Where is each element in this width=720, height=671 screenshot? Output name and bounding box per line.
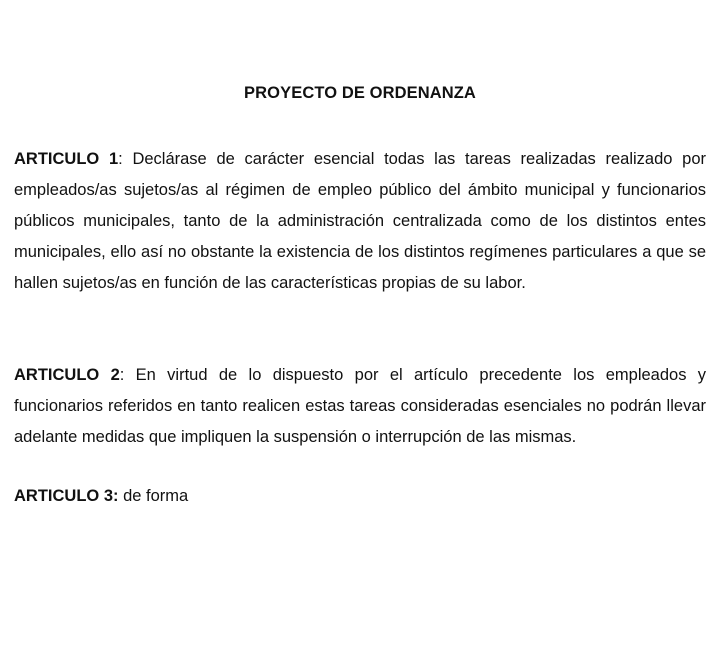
document-title: PROYECTO DE ORDENANZA	[244, 84, 476, 102]
article-1-text: Declárase de carácter esencial todas las tareas realizadas realizado por empleados/as sujetos/as al régimen de empleo público del ámbito municipal y funcionarios públicos municipales, tanto de la administración centralizada como de los distintos entes municipales, ello así no obstante la existencia de los distintos regímenes particulares a que se hallen sujetos/as en función de las características propias de su labor.	[14, 150, 707, 292]
article-1	[14, 144, 706, 299]
article-2	[14, 360, 706, 453]
article-2-text: En virtud de lo dispuesto por el artículo precedente los empleados y funcionarios referidos en tanto realicen estas tareas consideradas esenciales no podrán llevar adelante medidas que impliquen la suspensión o interrupción de las mismas.	[14, 366, 707, 446]
article-3-label: ARTICULO 3:	[14, 487, 119, 505]
article-1-separator: :	[118, 150, 133, 168]
article-2-separator: :	[119, 366, 136, 384]
article-3	[14, 481, 706, 512]
article-3-text: de forma	[123, 487, 189, 505]
article-2-label: ARTICULO 2	[14, 366, 120, 384]
article-1-label: ARTICULO 1	[14, 150, 119, 168]
